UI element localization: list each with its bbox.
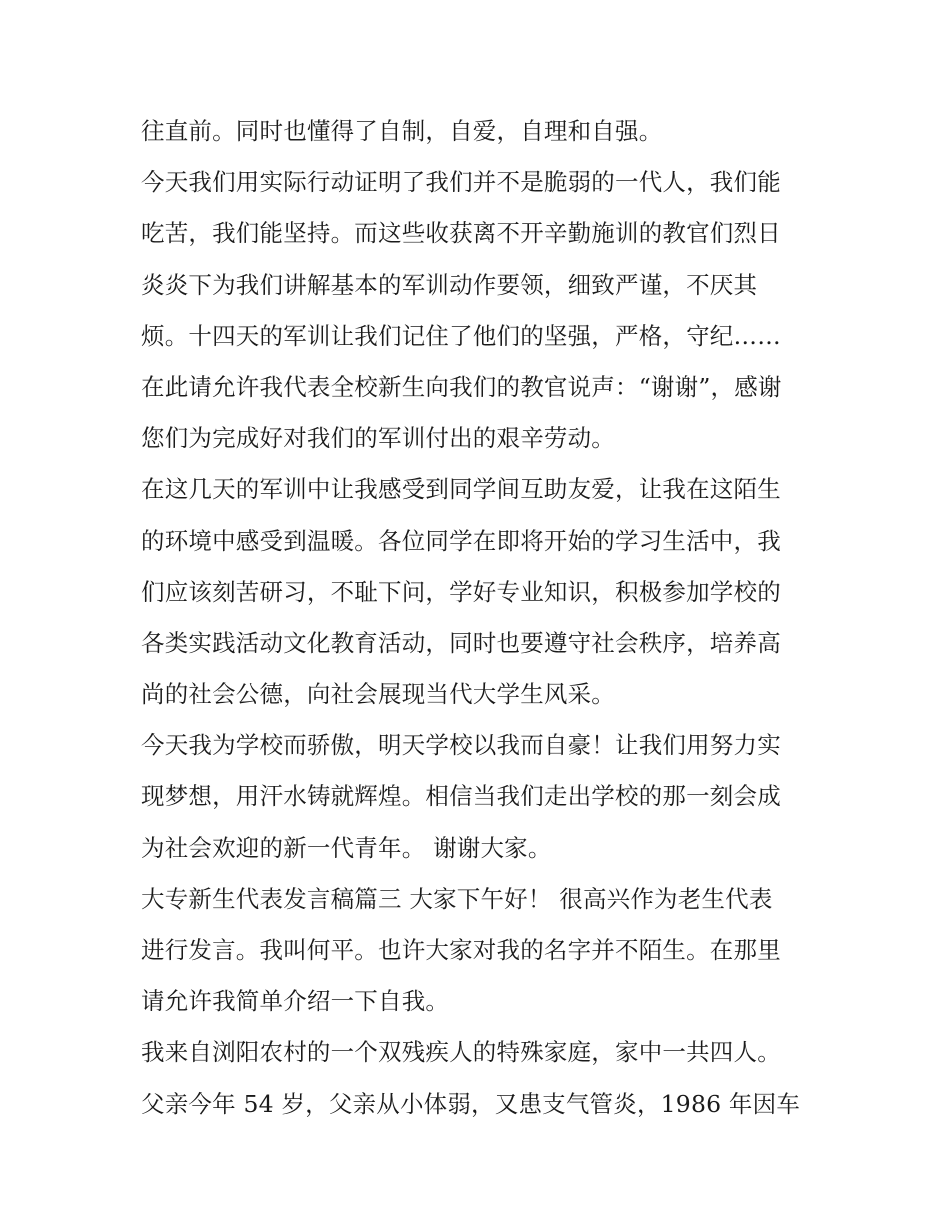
text-line: 父亲今年 54 岁，父亲从小体弱，又患支气管炎，1986 年因车 [141, 1089, 801, 1118]
text-line: 各类实践活动文化教育活动，同时也要遵守社会秩序，培养高 [141, 628, 781, 657]
text-line: 烦。十四天的军训让我们记住了他们的坚强，严格，守纪…… [141, 321, 781, 350]
text-line: 大专新生代表发言稿篇三 大家下午好！ 很高兴作为老生代表 [141, 884, 773, 913]
text-line: 今天我为学校而骄傲，明天学校以我而自豪！让我们用努力实 [141, 731, 781, 760]
text-line: 进行发言。我叫何平。也许大家对我的名字并不陌生。在那里 [141, 936, 781, 964]
text-line: 您们为完成好对我们的军训付出的艰辛劳动。 [141, 424, 615, 453]
document-body [141, 108, 821, 1132]
text-line: 为社会欢迎的新一代青年。 谢谢大家。 [141, 833, 552, 862]
text-line: 炎炎下为我们讲解基本的军训动作要领，细致严谨，不厌其 [141, 270, 758, 299]
text-line: 吃苦，我们能坚持。而这些收获离不开辛勤施训的教官们烈日 [141, 219, 781, 248]
text-line: 今天我们用实际行动证明了我们并不是脆弱的一代人，我们能 [141, 168, 781, 197]
text-line: 请允许我简单介绍一下自我。 [141, 987, 450, 1016]
text-line: 在这几天的军训中让我感受到同学间互助友爱，让我在这陌生 [141, 475, 781, 504]
text-line: 往直前。同时也懂得了自制，自爱，自理和自强。 [141, 117, 663, 145]
text-line: 现梦想，用汗水铸就辉煌。相信当我们走出学校的那一刻会成 [141, 782, 781, 811]
text-line: 们应该刻苦研习，不耻下问，学好专业知识，积极参加学校的 [141, 577, 781, 606]
text-line: 尚的社会公德，向社会展现当代大学生风采。 [141, 680, 615, 709]
text-line: 在此请允许我代表全校新生向我们的教官说声：“谢谢”，感谢 [141, 372, 782, 401]
text-line: 的环境中感受到温暖。各位同学在即将开始的学习生活中，我 [141, 526, 781, 555]
text-line: 我来自浏阳农村的一个双残疾人的特殊家庭，家中一共四人。 [141, 1038, 781, 1067]
